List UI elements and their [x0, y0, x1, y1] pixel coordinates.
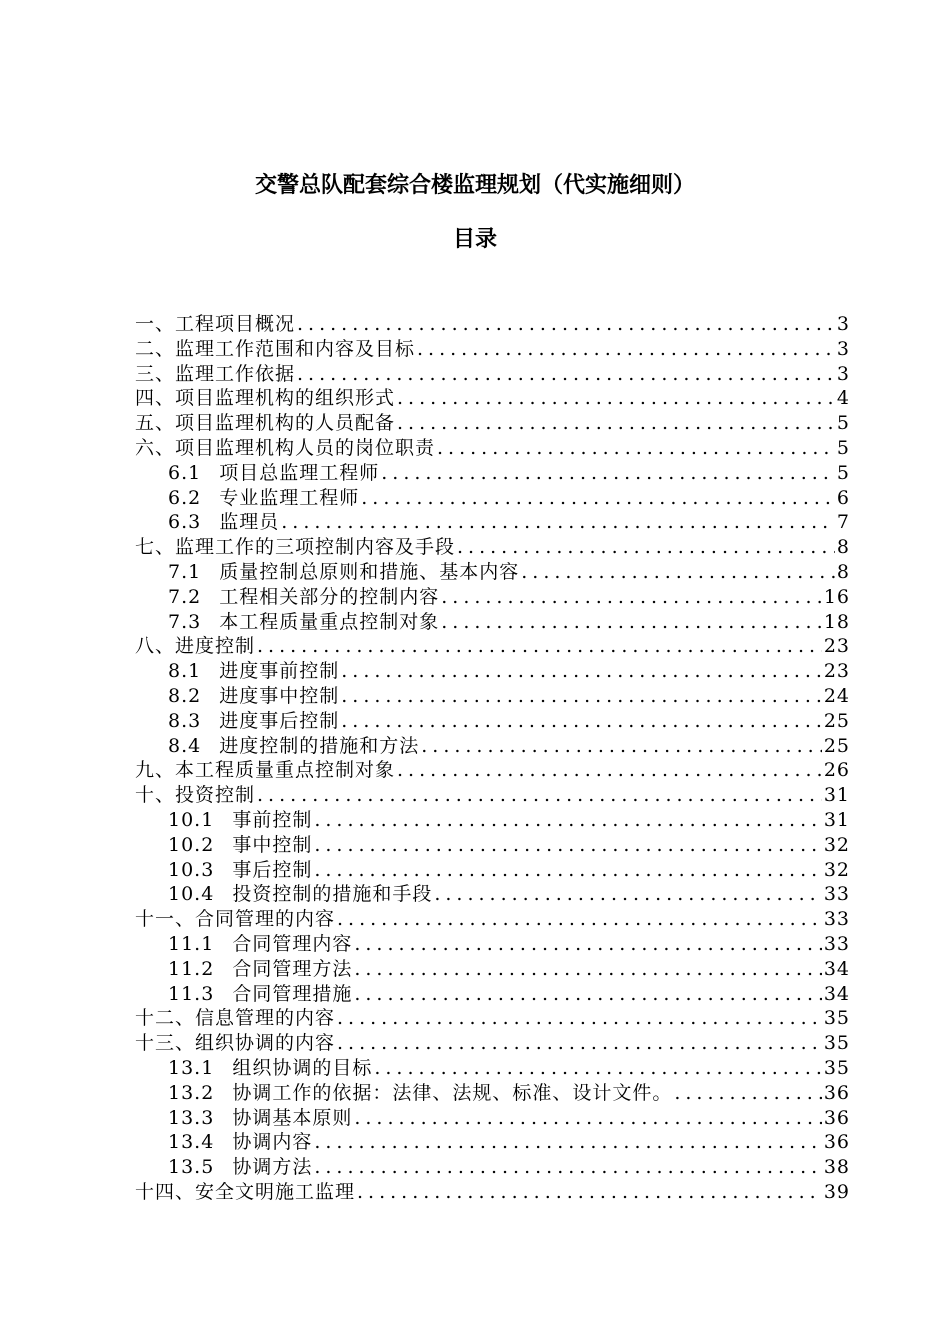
toc-page-number: 3 — [836, 362, 850, 385]
toc-leader-dots — [381, 461, 835, 486]
toc-entry-label: 进度事后控制 — [219, 709, 340, 732]
toc-entry-title — [135, 1031, 335, 1056]
toc-entry-number: 6.2 — [168, 486, 202, 509]
toc-entry-number: 7.3 — [168, 610, 202, 633]
toc-entry-label: 本工程质量重点控制对象 — [219, 610, 440, 633]
toc-entry-title — [168, 808, 312, 833]
toc-leader-dots — [457, 535, 835, 560]
toc-page-number: 25 — [823, 709, 850, 732]
toc-entry-number: 13.3 — [168, 1106, 215, 1129]
toc-entry-subsection[interactable] — [135, 734, 850, 759]
toc-entry-subsection[interactable] — [135, 833, 850, 858]
toc-leader-dots — [341, 684, 822, 709]
toc-page-number: 31 — [823, 808, 850, 831]
toc-entry-title — [135, 386, 395, 411]
toc-leader-dots — [314, 808, 821, 833]
toc-page-number: 5 — [836, 412, 850, 435]
toc-leader-dots — [314, 1155, 821, 1180]
toc-entry-number: 6.3 — [168, 511, 202, 534]
toc-page-number: 5 — [836, 436, 850, 459]
toc-leader-dots — [297, 362, 835, 387]
toc-entry-section[interactable] — [135, 783, 850, 808]
toc-leader-dots — [441, 585, 822, 610]
toc-leader-dots — [314, 858, 821, 883]
toc-page-number: 36 — [823, 1131, 850, 1154]
toc-page-number: 3 — [836, 313, 850, 335]
toc-entry-title — [135, 312, 295, 337]
toc-entry-label: 专业监理工程师 — [219, 486, 360, 509]
toc-entry-subsection[interactable] — [135, 461, 850, 486]
toc-entry-label: 质量控制总原则和措施、基本内容 — [219, 560, 520, 583]
toc-leader-dots — [314, 833, 821, 858]
toc-entry-section[interactable] — [135, 634, 850, 659]
toc-leader-dots — [354, 957, 821, 982]
toc-entry-title — [168, 957, 352, 982]
toc-entry-label: 合同管理方法 — [232, 957, 353, 980]
toc-entry-title — [168, 585, 439, 610]
toc-entry-section[interactable] — [135, 1006, 850, 1031]
toc-entry-title — [135, 337, 415, 362]
toc-entry-section[interactable] — [135, 1031, 850, 1056]
toc-page-number: 35 — [823, 1032, 850, 1055]
toc-leader-dots — [397, 758, 822, 783]
toc-entry-title — [168, 982, 352, 1007]
toc-entry-number: 6.1 — [168, 461, 202, 484]
toc-leader-dots — [354, 1106, 821, 1131]
toc-leader-dots — [354, 932, 821, 957]
toc-entry-title — [168, 833, 312, 858]
toc-entry-subsection[interactable] — [135, 610, 850, 635]
toc-entry-subsection[interactable] — [135, 858, 850, 883]
toc-entry-title — [168, 734, 419, 759]
toc-leader-dots — [281, 510, 835, 535]
toc-entry-section[interactable] — [135, 436, 850, 461]
toc-page-number: 8 — [836, 560, 850, 583]
toc-entry-section[interactable] — [135, 907, 850, 932]
toc-entry-label: 组织协调的目标 — [232, 1056, 373, 1079]
toc-entry-label: 六、项目监理机构人员的岗位职责 — [135, 436, 436, 459]
toc-entry-label: 二、监理工作范围和内容及目标 — [135, 337, 416, 360]
toc-entry-subsection[interactable] — [135, 585, 850, 610]
toc-entry-title — [168, 486, 359, 511]
table-of-contents — [135, 312, 850, 1205]
toc-entry-label: 十、投资控制 — [135, 784, 256, 807]
toc-page-number: 23 — [823, 660, 850, 683]
toc-leader-dots — [521, 560, 835, 585]
toc-entry-number: 7.2 — [168, 585, 202, 608]
toc-entry-number: 10.1 — [168, 808, 215, 831]
toc-page-number: 31 — [823, 784, 850, 807]
toc-page-number: 32 — [823, 833, 850, 856]
toc-entry-subsection[interactable] — [135, 486, 850, 511]
toc-entry-label: 四、项目监理机构的组织形式 — [135, 387, 396, 410]
toc-leader-dots — [297, 312, 835, 337]
toc-entry-label: 合同管理内容 — [232, 932, 353, 955]
toc-entry-label: 十三、组织协调的内容 — [135, 1032, 336, 1055]
toc-entry-subsection[interactable] — [135, 659, 850, 684]
toc-entry-subsection[interactable] — [135, 808, 850, 833]
toc-entry-section[interactable] — [135, 535, 850, 560]
toc-entry-label: 十二、信息管理的内容 — [135, 1007, 336, 1030]
toc-page-number: 8 — [836, 536, 850, 559]
toc-entry-title — [168, 510, 279, 535]
toc-leader-dots — [397, 411, 835, 436]
toc-entry-number: 10.3 — [168, 858, 215, 881]
toc-entry-label: 一、工程项目概况 — [135, 313, 296, 335]
toc-page-number: 34 — [823, 982, 850, 1005]
toc-entry-subsection[interactable] — [135, 1081, 850, 1106]
toc-leader-dots — [257, 634, 822, 659]
toc-page-number: 35 — [823, 1007, 850, 1030]
toc-page-number: 39 — [823, 1180, 850, 1203]
toc-leader-dots — [674, 1081, 821, 1106]
toc-page-number: 7 — [836, 511, 850, 534]
toc-entry-title — [168, 932, 352, 957]
toc-page-number: 3 — [836, 337, 850, 360]
toc-entry-title — [135, 436, 435, 461]
toc-entry-label: 投资控制的措施和手段 — [232, 883, 433, 906]
toc-entry-number: 8.2 — [168, 684, 202, 707]
toc-entry-title — [135, 907, 335, 932]
toc-page-number: 23 — [823, 635, 850, 658]
toc-entry-title — [168, 1106, 352, 1131]
toc-page-number: 18 — [823, 610, 850, 633]
toc-entry-title — [168, 461, 379, 486]
toc-entry-number: 10.4 — [168, 883, 215, 906]
toc-entry-section[interactable] — [135, 337, 850, 362]
toc-leader-dots — [397, 386, 835, 411]
toc-entry-number: 11.1 — [168, 932, 215, 955]
toc-entry-label: 三、监理工作依据 — [135, 362, 296, 385]
toc-entry-subsection[interactable] — [135, 510, 850, 535]
toc-page-number: 34 — [823, 957, 850, 980]
toc-entry-label: 协调方法 — [232, 1156, 313, 1179]
toc-entry-subsection[interactable] — [135, 684, 850, 709]
toc-entry-number: 13.4 — [168, 1131, 215, 1154]
toc-entry-title — [135, 411, 395, 436]
toc-leader-dots — [374, 1056, 821, 1081]
toc-entry-label: 进度事中控制 — [219, 684, 340, 707]
toc-entry-section[interactable] — [135, 758, 850, 783]
toc-page-number: 38 — [823, 1156, 850, 1179]
toc-entry-subsection[interactable] — [135, 709, 850, 734]
toc-leader-dots — [257, 783, 822, 808]
toc-entry-label: 九、本工程质量重点控制对象 — [135, 759, 396, 782]
toc-leader-dots — [434, 882, 821, 907]
toc-entry-title — [168, 684, 339, 709]
toc-leader-dots — [337, 907, 822, 932]
toc-page-number: 6 — [836, 486, 850, 509]
toc-entry-number: 8.1 — [168, 660, 202, 683]
toc-entry-label: 监理员 — [219, 511, 280, 534]
toc-entry-subsection[interactable] — [135, 1155, 850, 1180]
toc-leader-dots — [354, 982, 821, 1007]
toc-entry-section[interactable] — [135, 1180, 850, 1205]
toc-leader-dots — [314, 1130, 821, 1155]
toc-entry-title — [168, 1130, 312, 1155]
toc-page-number: 36 — [823, 1081, 850, 1104]
toc-entry-number: 8.3 — [168, 709, 202, 732]
toc-entry-subsection[interactable] — [135, 932, 850, 957]
toc-leader-dots — [337, 1031, 822, 1056]
toc-page-number: 5 — [836, 461, 850, 484]
toc-leader-dots — [417, 337, 835, 362]
toc-page-number: 16 — [823, 585, 850, 608]
toc-entry-label: 项目总监理工程师 — [219, 461, 380, 484]
toc-entry-label: 事后控制 — [232, 858, 313, 881]
toc-entry-title — [168, 1155, 312, 1180]
toc-leader-dots — [341, 659, 822, 684]
toc-entry-label: 合同管理措施 — [232, 982, 353, 1005]
toc-entry-label: 十一、合同管理的内容 — [135, 908, 336, 931]
toc-entry-label: 八、进度控制 — [135, 635, 256, 658]
toc-page-number: 4 — [836, 387, 850, 410]
toc-entry-subsection[interactable] — [135, 560, 850, 585]
toc-entry-subsection[interactable] — [135, 982, 850, 1007]
toc-leader-dots — [357, 1180, 822, 1205]
toc-leader-dots — [421, 734, 822, 759]
toc-page-number: 26 — [823, 759, 850, 782]
toc-page-number: 35 — [823, 1056, 850, 1079]
toc-entry-title — [168, 882, 432, 907]
toc-entry-title — [168, 560, 519, 585]
toc-entry-subsection[interactable] — [135, 1106, 850, 1131]
toc-entry-subsection[interactable] — [135, 1130, 850, 1155]
toc-page-number: 24 — [823, 684, 850, 707]
toc-entry-label: 进度事前控制 — [219, 660, 340, 683]
toc-entry-title — [135, 535, 455, 560]
toc-entry-label: 事前控制 — [232, 808, 313, 831]
toc-entry-title — [135, 1180, 355, 1205]
toc-entry-section[interactable] — [135, 312, 850, 337]
toc-page-number: 32 — [823, 858, 850, 881]
toc-entry-number: 7.1 — [168, 560, 202, 583]
toc-entry-number: 13.5 — [168, 1156, 215, 1179]
toc-entry-label: 工程相关部分的控制内容 — [219, 585, 440, 608]
toc-entry-subsection[interactable] — [135, 882, 850, 907]
toc-entry-title — [135, 634, 255, 659]
document-title: 交警总队配套综合楼监理规划（代实施细则） — [254, 173, 695, 198]
toc-entry-section[interactable] — [135, 386, 850, 411]
toc-entry-label: 事中控制 — [232, 833, 313, 856]
toc-page-number: 33 — [823, 932, 850, 955]
toc-entry-number: 11.2 — [168, 957, 215, 980]
toc-entry-number: 8.4 — [168, 734, 202, 757]
toc-entry-title — [168, 659, 339, 684]
toc-leader-dots — [361, 486, 835, 511]
toc-entry-number: 13.1 — [168, 1056, 215, 1079]
toc-entry-number: 11.3 — [168, 982, 215, 1005]
toc-entry-label: 协调基本原则 — [232, 1106, 353, 1129]
toc-entry-title — [135, 783, 255, 808]
toc-page-number: 25 — [823, 734, 850, 757]
toc-page-number: 36 — [823, 1106, 850, 1129]
toc-leader-dots — [341, 709, 822, 734]
toc-entry-label: 七、监理工作的三项控制内容及手段 — [135, 536, 456, 559]
toc-entry-title — [135, 362, 295, 387]
toc-entry-label: 协调工作的依据：法律、法规、标准、设计文件。 — [232, 1081, 673, 1104]
toc-entry-title — [168, 1056, 372, 1081]
toc-entry-label: 十四、安全文明施工监理 — [135, 1180, 356, 1203]
toc-entry-label: 五、项目监理机构的人员配备 — [135, 412, 396, 435]
toc-entry-title — [168, 858, 312, 883]
toc-leader-dots — [441, 610, 822, 635]
toc-entry-number: 10.2 — [168, 833, 215, 856]
toc-page-number: 33 — [823, 908, 850, 931]
toc-leader-dots — [337, 1006, 822, 1031]
toc-entry-label: 协调内容 — [232, 1131, 313, 1154]
toc-entry-section[interactable] — [135, 362, 850, 387]
toc-entry-label: 进度控制的措施和方法 — [219, 734, 420, 757]
toc-entry-subsection[interactable] — [135, 1056, 850, 1081]
toc-heading: 目录 — [452, 227, 497, 252]
toc-entry-subsection[interactable] — [135, 957, 850, 982]
toc-entry-title — [168, 709, 339, 734]
toc-entry-section[interactable] — [135, 411, 850, 436]
toc-entry-title — [135, 758, 395, 783]
toc-entry-title — [168, 1081, 672, 1106]
toc-page-number: 33 — [823, 883, 850, 906]
toc-leader-dots — [437, 436, 835, 461]
toc-entry-title — [135, 1006, 335, 1031]
toc-entry-number: 13.2 — [168, 1081, 215, 1104]
toc-entry-title — [168, 610, 439, 635]
